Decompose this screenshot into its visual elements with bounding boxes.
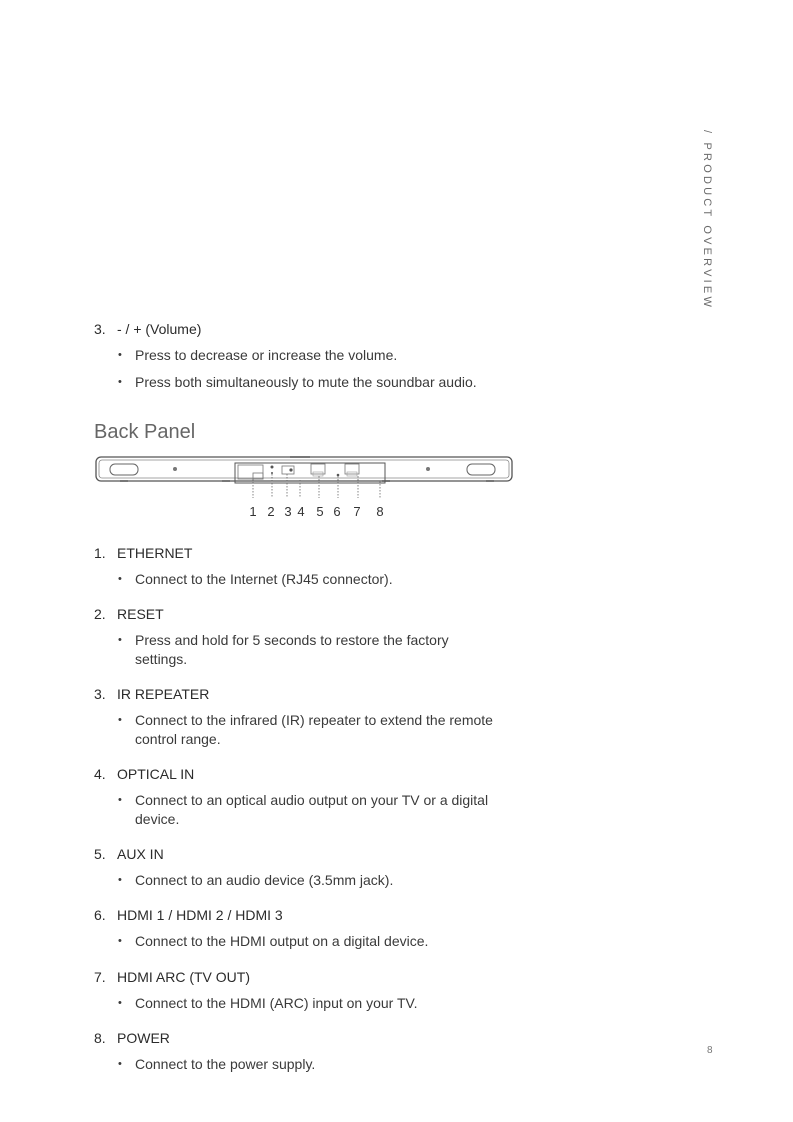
- item-title: HDMI 1 / HDMI 2 / HDMI 3: [117, 907, 283, 923]
- bullet-item: • Connect to an optical audio output on your TV or a digital device.: [94, 791, 494, 829]
- item-heading: [94, 320, 524, 338]
- item-number: 4.: [94, 766, 106, 782]
- volume-item: [94, 320, 524, 392]
- item-title: HDMI ARC (TV OUT): [117, 969, 250, 985]
- bullet-list: [94, 791, 494, 829]
- item-number: 3.: [94, 321, 106, 337]
- item-heading: [94, 845, 524, 863]
- callout-label-3: 3: [284, 504, 292, 519]
- bullet-list: [94, 994, 524, 1013]
- item-number: 2.: [94, 606, 106, 622]
- item-heading: [94, 544, 524, 562]
- bullet-item: • Connect to the HDMI (ARC) input on your TV.: [94, 994, 524, 1013]
- bullet-item: • Connect to the power supply.: [94, 1055, 524, 1074]
- bullet-item: • Connect to the HDMI output on a digital device.: [94, 932, 524, 951]
- item-heading: [94, 968, 524, 986]
- callout-label-6: 6: [333, 504, 341, 519]
- section-side-label: / PRODUCT OVERVIEW: [701, 130, 713, 311]
- port-item-ir-repeater: [94, 685, 524, 749]
- callout-label-1: 1: [249, 504, 257, 519]
- item-title: OPTICAL IN: [117, 766, 195, 782]
- port-item-ethernet: [94, 544, 524, 589]
- port-item-reset: [94, 605, 524, 669]
- bullet-list: [94, 711, 494, 749]
- item-title: ETHERNET: [117, 545, 193, 561]
- bullet-item: • Press both simultaneously to mute the soundbar audio.: [94, 373, 524, 392]
- back-panel-heading: Back Panel: [94, 421, 196, 443]
- item-title: RESET: [117, 606, 164, 622]
- item-number: 5.: [94, 846, 106, 862]
- item-title: AUX IN: [117, 846, 164, 862]
- item-heading: [94, 765, 524, 783]
- bullet-item: • Connect to the infrared (IR) repeater to extend the remote control range.: [94, 711, 494, 749]
- port-item-hdmi-arc: [94, 968, 524, 1013]
- port-item-power: [94, 1029, 524, 1074]
- item-heading: [94, 605, 524, 623]
- item-title: IR REPEATER: [117, 686, 210, 702]
- item-number: 6.: [94, 907, 106, 923]
- bullet-list: [94, 631, 494, 669]
- bullet-item: • Connect to the Internet (RJ45 connector).: [94, 570, 524, 589]
- item-title: POWER: [117, 1030, 170, 1046]
- item-heading: [94, 685, 524, 703]
- callout-label-8: 8: [376, 504, 384, 519]
- item-number: 7.: [94, 969, 106, 985]
- bullet-list: [94, 1055, 524, 1074]
- port-item-optical-in: [94, 765, 524, 829]
- item-heading: [94, 1029, 524, 1047]
- callout-label-4: 4: [297, 504, 305, 519]
- bullet-list: [94, 932, 524, 951]
- bullet-item: • Press and hold for 5 seconds to restore the factory settings.: [94, 631, 494, 669]
- callout-label-5: 5: [316, 504, 324, 519]
- item-heading: [94, 906, 524, 924]
- page-number: 8: [707, 1045, 713, 1056]
- item-number: 8.: [94, 1030, 106, 1046]
- port-item-hdmi-inputs: [94, 906, 524, 951]
- bullet-item: • Connect to an audio device (3.5mm jack).: [94, 871, 524, 890]
- bullet-list: [94, 871, 524, 890]
- bullet-item: • Press to decrease or increase the volume.: [94, 346, 524, 365]
- callout-label-2: 2: [267, 504, 275, 519]
- bullet-list: [94, 346, 524, 392]
- back-panel-diagram: [94, 452, 516, 522]
- callout-label-7: 7: [353, 504, 361, 519]
- port-item-aux-in: [94, 845, 524, 890]
- item-number: 3.: [94, 686, 106, 702]
- item-number: 1.: [94, 545, 106, 561]
- item-title: - / + (Volume): [117, 321, 202, 337]
- bullet-list: [94, 570, 524, 589]
